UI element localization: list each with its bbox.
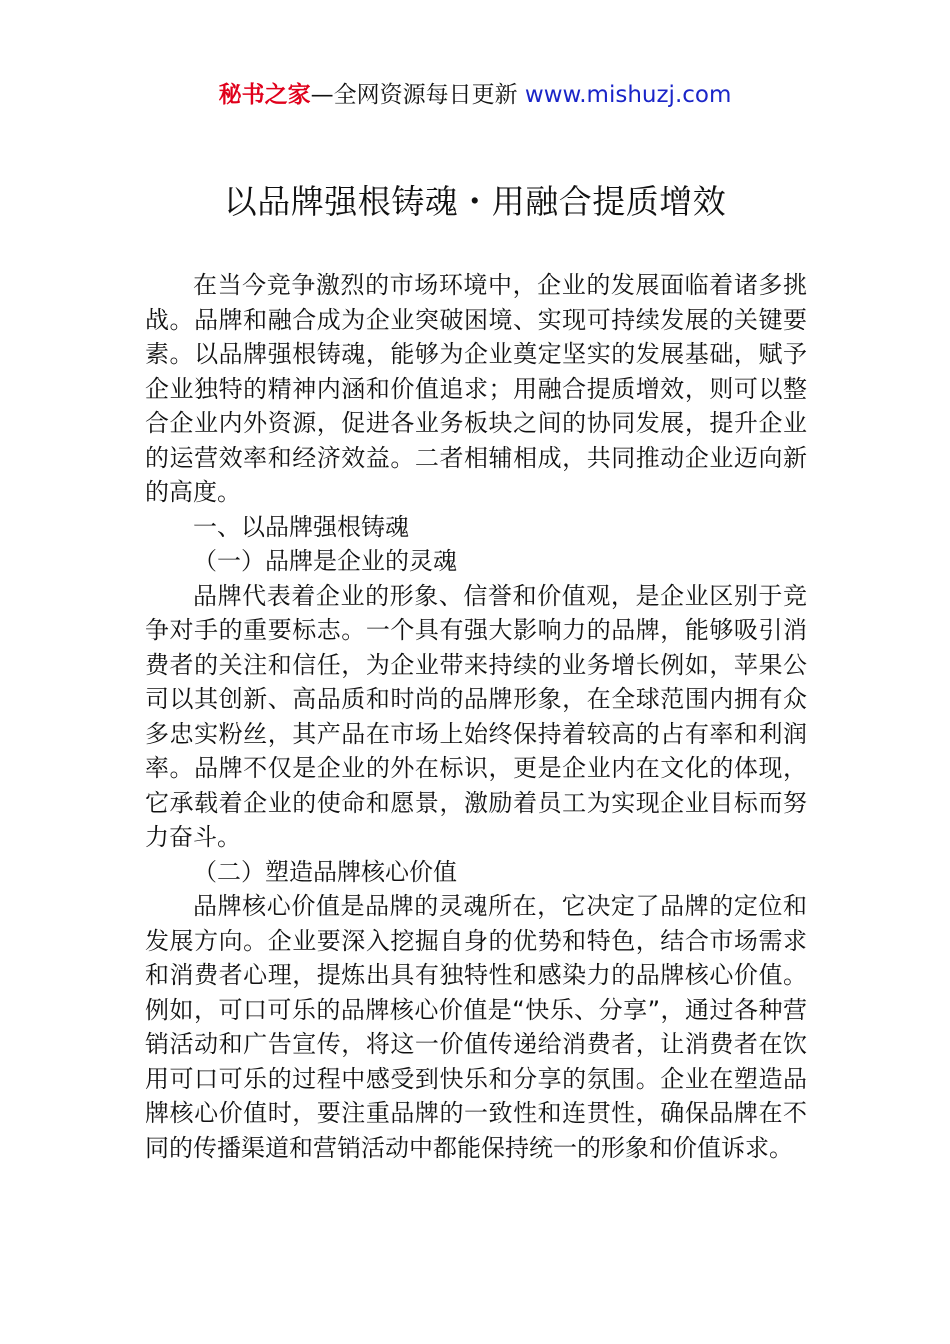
- intro-paragraph: 在当今竞争激烈的市场环境中，企业的发展面临着诸多挑战。品牌和融合成为企业突破困境、实现可持续发展的关键要素。以品牌强根铸魂，能够为企业奠定坚实的发展基础，赋予企业独特的精神内涵和价值追求；用融合提质增效，则可以整合企业内外资源，促进各业务板块之间的协同发展，提升企业的运营效率和经济效益。二者相辅相成，共同推动企业迈向新的高度。: [145, 271, 807, 506]
- subsection-heading-1: （一）品牌是企业的灵魂: [193, 547, 457, 575]
- site-header: [0, 78, 950, 112]
- site-tagline: —全网资源每日更新: [310, 82, 518, 108]
- subsection-heading-2: （二）塑造品牌核心价值: [193, 857, 457, 886]
- site-url-link[interactable]: www.mishuzj.com: [524, 82, 732, 108]
- subsection-paragraph-2: 品牌核心价值是品牌的灵魂所在，它决定了品牌的定位和发展方向。企业要深入挖掘自身的优势和特色，结合市场需求和消费者心理，提炼出具有独特性和感染力的品牌核心价值。例如，可口可乐的品牌核心价值是“快乐、分享”，通过各种营销活动和广告宣传，将这一价值传递给消费者，让消费者在饮用可口可乐的过程中感受到快乐和分享的氛围。企业在塑造品牌核心价值时，要注重品牌的一致性和连贯性，确保品牌在不同的传播渠道和营销活动中都能保持统一的形象和价值诉求。: [145, 892, 807, 1162]
- document-title: 以品牌强根铸魂・用融合提质增效: [223, 182, 727, 221]
- site-name: 秘书之家: [218, 82, 311, 108]
- section-heading-1: 一、以品牌强根铸魂: [193, 512, 409, 541]
- subsection-paragraph-1: 品牌代表着企业的形象、信誉和价值观，是企业区别于竞争对手的重要标志。一个具有强大影响力的品牌，能够吸引消费者的关注和信任，为企业带来持续的业务增长例如，苹果公司以其创新、高品质和时尚的品牌形象，在全球范围内拥有众多忠实粉丝，其产品在市场上始终保持着较高的占有率和利润率。品牌不仅是企业的外在标识，更是企业内在文化的体现，它承载着企业的使命和愿景，激励着员工为实现企业目标而努力奋斗。: [145, 581, 807, 851]
- document-body: [145, 268, 807, 1165]
